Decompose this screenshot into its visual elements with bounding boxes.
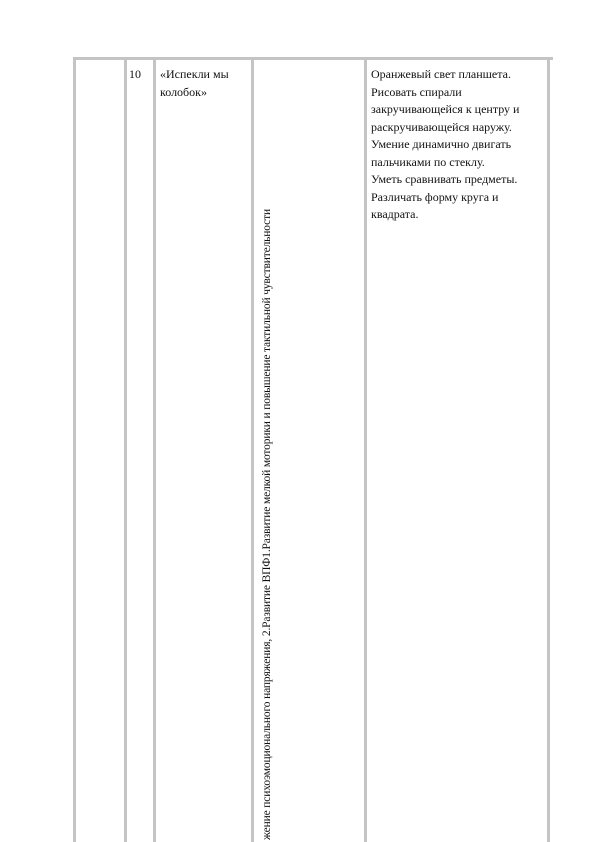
column-divider-2 xyxy=(153,57,156,842)
description-cell xyxy=(371,66,551,224)
description-line: Рисовать спирали xyxy=(371,84,462,99)
description-line: Оранжевый свет планшета. xyxy=(371,67,511,81)
column-divider-1 xyxy=(124,57,127,842)
column-divider-3 xyxy=(251,57,254,842)
goals-cell xyxy=(258,62,282,840)
description-line: Различать форму круга и xyxy=(371,189,499,204)
description-line: пальчиками по стеклу. xyxy=(371,154,485,169)
lesson-title: «Испекли мы колобок» xyxy=(160,67,229,99)
description-line: квадрата. xyxy=(371,207,419,221)
column-divider-4 xyxy=(364,57,367,842)
goals-vertical-text: жение психоэмоционального напряжения, 2.Развитие ВПФ1.Развитие мелкой моторики и повышение тактильной чувствительности xyxy=(261,208,273,840)
table-top-border xyxy=(73,57,553,60)
description-line: раскручивающейся наружу. xyxy=(371,119,512,134)
description-line: Умение динамично двигать xyxy=(371,137,512,151)
table-left-border xyxy=(73,57,76,842)
description-line: закручивающейся к центру и xyxy=(371,102,520,116)
description-line: Уметь сравнивать предметы. xyxy=(371,172,518,186)
row-number: 10 xyxy=(129,67,141,81)
